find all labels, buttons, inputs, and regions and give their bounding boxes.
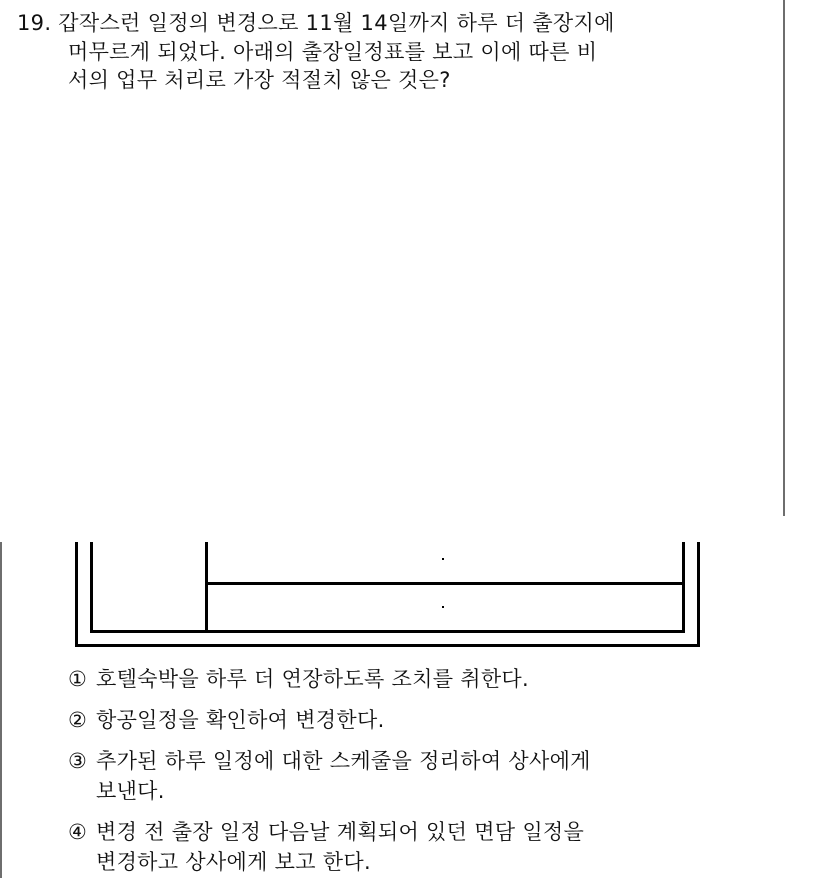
option-3[interactable] xyxy=(68,746,788,806)
answer-options xyxy=(68,664,788,888)
option-4[interactable] xyxy=(68,817,788,877)
question-line-1: 19. 갑작스런 일정의 변경으로 11월 14일까지 하루 더 출장지에 xyxy=(17,11,615,35)
question-number: 19. xyxy=(17,11,52,35)
option-4-text-line-2: 변경하고 상사에게 보고 한다. xyxy=(96,850,371,874)
option-1-text: 호텔숙박을 하루 더 연장하도록 조치를 취한다. xyxy=(96,667,529,691)
question-line-2: 머무르게 되었다. 아래의 출장일정표를 보고 이에 따른 비 xyxy=(68,39,598,64)
question-line-3: 서의 업무 처리로 가장 적절치 않은 것은? xyxy=(68,68,451,92)
option-4-number: ④ xyxy=(68,820,88,844)
option-1-number: ① xyxy=(68,667,88,691)
table-outer-left-border xyxy=(75,542,78,646)
table-column-divider xyxy=(205,542,208,632)
option-4-text-line-1: 변경 전 출장 일정 다음날 계획되어 있던 면담 일정을 xyxy=(96,820,585,844)
option-2-number: ② xyxy=(68,708,88,732)
option-3-number: ③ xyxy=(68,749,88,773)
table-cell-row-1-value xyxy=(442,558,444,560)
table-outer-right-border xyxy=(697,542,700,646)
table-inner-left-border xyxy=(90,542,93,632)
table-inner-bottom-border xyxy=(90,630,685,633)
table-outer-bottom-border xyxy=(75,644,700,647)
table-cell-row-2-value xyxy=(442,606,444,608)
table-row-divider xyxy=(205,582,685,585)
table-inner-right-border xyxy=(682,542,685,632)
option-2-text: 항공일정을 확인하여 변경한다. xyxy=(96,708,385,732)
question-stem xyxy=(17,9,787,95)
option-2[interactable] xyxy=(68,705,788,735)
option-3-text-line-1: 추가된 하루 일정에 대한 스케줄을 정리하여 상사에게 xyxy=(96,749,591,773)
option-1[interactable] xyxy=(68,664,788,694)
option-3-text-line-2: 보낸다. xyxy=(96,779,165,803)
page-column-divider-left xyxy=(0,542,2,878)
